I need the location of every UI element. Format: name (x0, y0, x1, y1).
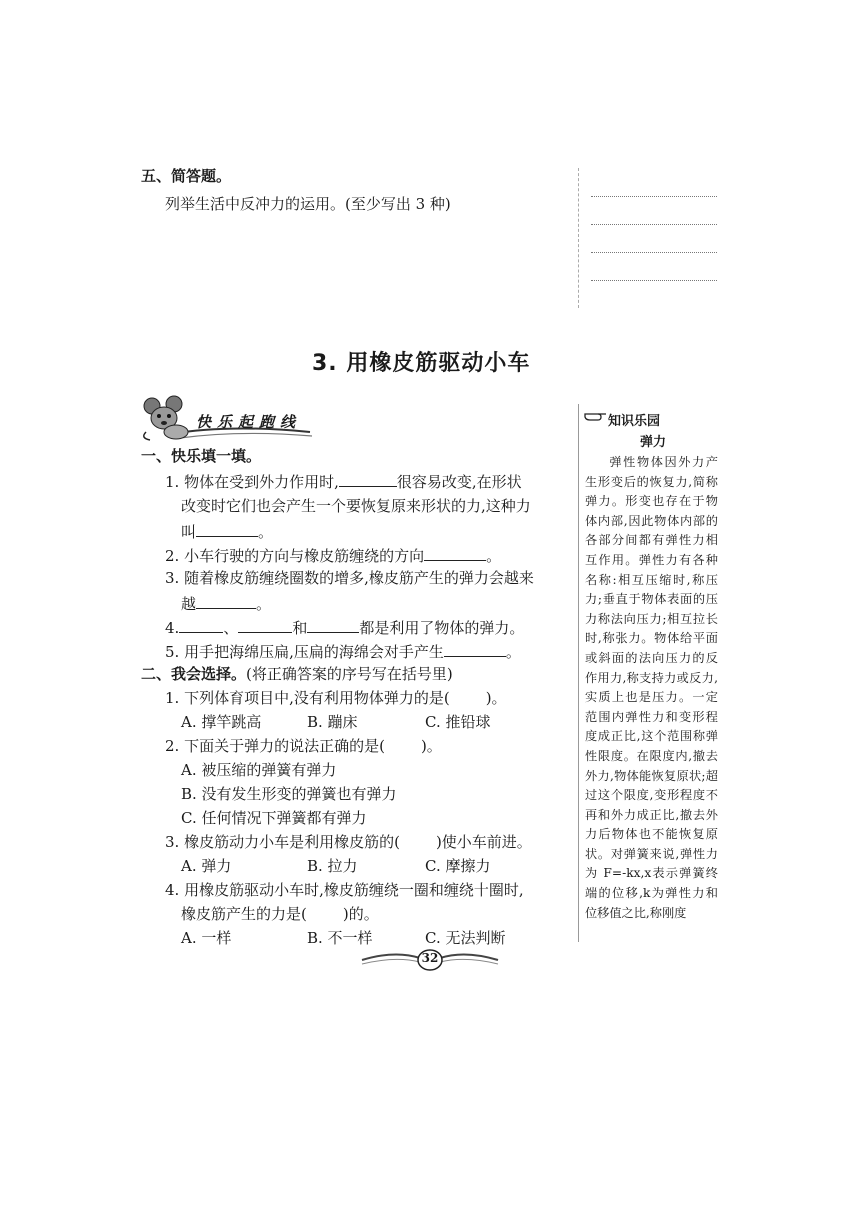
section5-heading: 五、简答题。 (141, 167, 232, 185)
answer-line (591, 196, 717, 197)
choice-question-1 (165, 688, 507, 708)
question-4 (165, 616, 524, 638)
choice-question-3 (165, 832, 532, 852)
q5-blank[interactable] (444, 640, 506, 657)
choice-question-4-line-2 (181, 904, 379, 924)
sidebar-divider (578, 404, 579, 942)
cq1-option-a[interactable]: A. 撑竿跳高 (181, 713, 262, 731)
sidebar-heading: 知识乐园 (608, 414, 661, 429)
q1-text-b: 很容易改变,在形状 (396, 473, 522, 491)
page-number: 32 (421, 951, 439, 965)
cq2-option-c[interactable]: C. 任何情况下弹簧都有弹力 (181, 809, 367, 827)
q1-text-c: 改变时它们也会产生一个要恢复原来形状的力,这种力 (181, 497, 531, 515)
sidebar-title: 弹力 (640, 435, 667, 450)
answer-line (591, 280, 717, 281)
banner-text: 快乐起跑线 (196, 413, 302, 431)
part1-heading: 一、快乐填一填。 (141, 447, 262, 465)
cq4-option-a[interactable]: A. 一样 (181, 929, 232, 947)
cq2-stem-a: 2. 下面关于弹力的说法正确的是( (165, 737, 385, 755)
part2-heading-line (141, 664, 453, 684)
question-1-line-3 (181, 520, 273, 542)
question-3-line-2 (181, 592, 271, 614)
cq4-stem-line2-a: 橡皮筋产生的力是( (181, 905, 307, 923)
q1-blank-2[interactable] (196, 520, 258, 537)
q4-blank-2[interactable] (238, 616, 292, 633)
q3-text-b: 越 (181, 595, 197, 613)
q5-text-b: 。 (505, 643, 521, 661)
q3-blank[interactable] (196, 592, 256, 609)
pointing-hand-icon (584, 410, 608, 424)
cq3-option-c[interactable]: C. 摩擦力 (425, 857, 491, 875)
question-2 (165, 544, 501, 566)
cq3-stem-b: )使小车前进。 (435, 833, 532, 851)
section5-question: 列举生活中反冲力的运用。(至少写出 3 种) (165, 195, 451, 213)
cq4-option-c[interactable]: C. 无法判断 (425, 929, 506, 947)
part2-heading-note: (将正确答案的序号写在括号里) (246, 665, 453, 683)
question-5 (165, 640, 521, 662)
cq2-option-a[interactable]: A. 被压缩的弹簧有弹力 (181, 761, 337, 779)
choice-question-2 (165, 736, 442, 756)
cq1-stem-a: 1. 下列体育项目中,没有利用物体弹力的是( (165, 689, 450, 707)
q2-blank[interactable] (424, 544, 486, 561)
q4-blank-3[interactable] (307, 616, 359, 633)
question-1-line-1 (165, 470, 522, 492)
cq2-stem-b: )。 (420, 737, 442, 755)
cq4-stem-line2-b: )的。 (342, 905, 379, 923)
lesson-title: 3. 用橡皮筋驱动小车 (312, 351, 531, 376)
cq1-option-b[interactable]: B. 蹦床 (307, 713, 358, 731)
q2-text-b: 。 (486, 547, 502, 565)
q4-text-d: 都是利用了物体的弹力。 (359, 619, 525, 637)
cq2-option-b[interactable]: B. 没有发生形变的弹簧也有弹力 (181, 785, 397, 803)
part2-heading: 二、我会选择。 (141, 665, 247, 683)
q1-text-d: 叫 (181, 523, 197, 541)
q2-text-a: 2. 小车行驶的方向与橡皮筋缠绕的方向 (165, 547, 425, 565)
cq1-stem-b: )。 (485, 689, 507, 707)
cq4-stem-a: 4. 用橡皮筋驱动小车时,橡皮筋缠绕一圈和缠绕十圈时, (165, 881, 524, 899)
cq3-option-a[interactable]: A. 弹力 (181, 857, 232, 875)
answer-line (591, 252, 717, 253)
q4-text-a: 4. (165, 619, 180, 637)
cq4-option-b[interactable]: B. 不一样 (307, 929, 373, 947)
q4-blank-1[interactable] (179, 616, 223, 633)
answer-note-area[interactable] (578, 168, 719, 308)
sidebar-body: 弹性物体因外力产生形变后的恢复力,简称弹力。形变也存在于物体内部,因此物体内部的各部分间都有弹性力相互作用。弹性力有各种名称:相互压缩时,称压力;垂直于物体表面的压力称法向压力;相互拉长时,称张力。物体给平面或斜面的法向压力的反作用力,称支持力或反力,实质上也是压力。一定范围内弹性力和变形程度成正比,这个范围称弹性限度。在限度内,撤去外力,物体能恢复原状;超过这个限度,变形程度不再和外力成正比,撤去外力后物体也不能恢复原状。对弹簧来说,弹性力为 F=-kx,x表示弹簧终端的位移,k为弹性力和位移值之比,称刚度 (585, 455, 718, 920)
cq3-option-b[interactable]: B. 拉力 (307, 857, 358, 875)
answer-line (591, 224, 717, 225)
q5-text-a: 5. 用手把海绵压扁,压扁的海绵会对手产生 (165, 643, 444, 661)
q3-text-c: 。 (256, 595, 272, 613)
q4-text-c: 和 (292, 619, 308, 637)
q3-text-a: 3. 随着橡皮筋缠绕圈数的增多,橡皮筋产生的弹力会越来 (165, 569, 534, 587)
cq3-stem-a: 3. 橡皮筋动力小车是利用橡皮筋的( (165, 833, 400, 851)
q4-text-b: 、 (223, 619, 239, 637)
q1-blank-1[interactable] (339, 470, 397, 487)
cq1-option-c[interactable]: C. 推铅球 (425, 713, 491, 731)
q1-text-a: 1. 物体在受到外力作用时, (165, 473, 339, 491)
q1-text-e: 。 (258, 523, 274, 541)
